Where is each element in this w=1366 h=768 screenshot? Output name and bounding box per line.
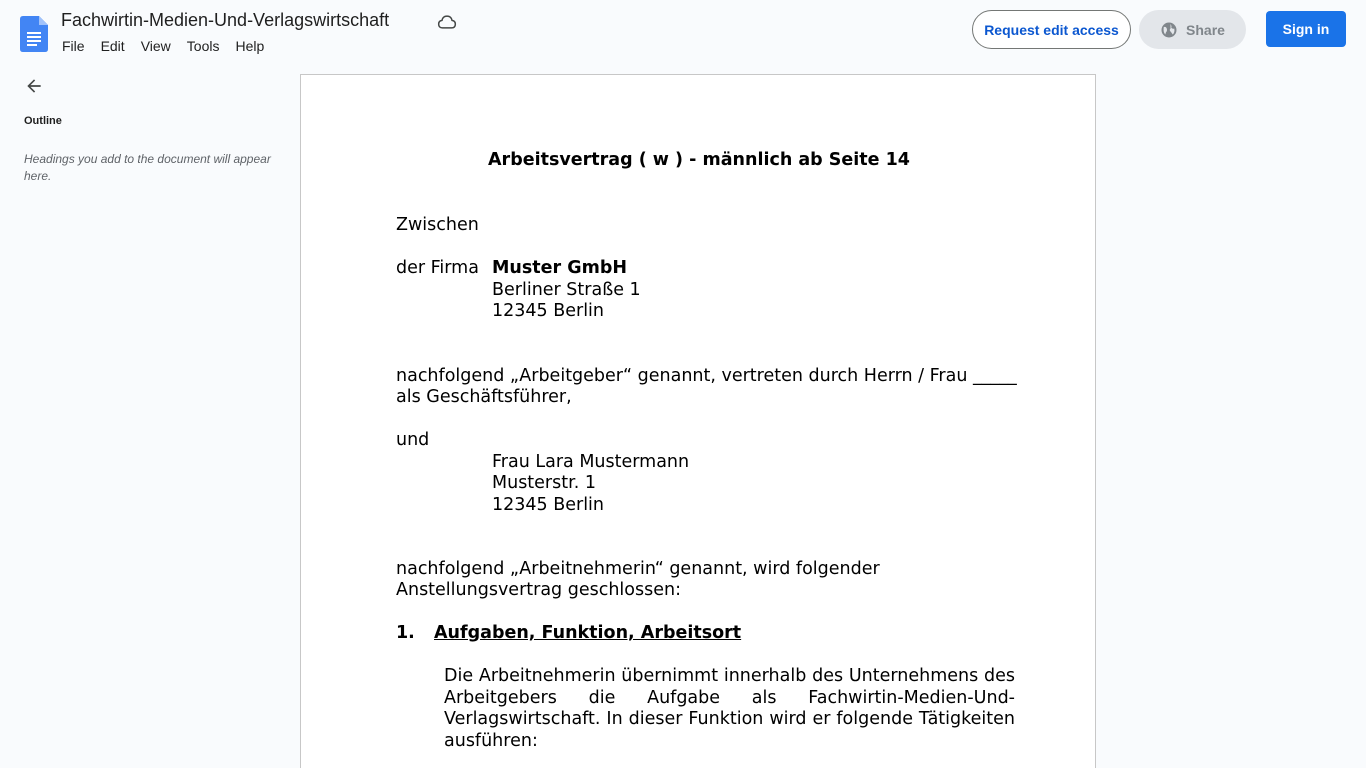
cloud-status-icon[interactable]	[437, 12, 457, 32]
text-arbeitgeber-line2: als Geschäftsführer,	[396, 387, 572, 407]
menu-bar	[54, 36, 272, 56]
company-name: Muster GmbH	[492, 258, 628, 278]
outline-empty-hint: Headings you add to the document will appear here.	[24, 152, 271, 183]
section-1-title: Aufgaben, Funktion, Arbeitsort	[434, 623, 742, 643]
text-zwischen: Zwischen	[396, 215, 479, 235]
text-arbeitgeber-line1: nachfolgend „Arbeitgeber“ genannt, vertreten durch Herrn / Frau _____	[396, 366, 1017, 386]
menu-help[interactable]: Help	[235, 38, 265, 54]
section-1-paragraph: Die Arbeitnehmerin übernimmt innerhalb des Unternehmens des Arbeitgebers die Aufgabe als Fachwirtin-Medien-Und-Verlagswirtschaft. In dieser Funktion wird er folgende Tätigkeiten ausführen:	[444, 666, 1015, 751]
document-page[interactable]	[300, 74, 1096, 768]
company-city: 12345 Berlin	[492, 301, 605, 321]
sign-in-button[interactable]: Sign in	[1266, 11, 1346, 47]
text-arbeitnehmer-line2: Anstellungsvertrag geschlossen:	[396, 580, 681, 600]
document-heading: Arbeitsvertrag ( w ) - männlich ab Seite 14	[488, 150, 910, 170]
menu-view[interactable]: View	[140, 38, 171, 54]
request-edit-access-button[interactable]: Request edit access	[972, 10, 1131, 49]
company-street: Berliner Straße 1	[492, 280, 641, 300]
menu-tools[interactable]: Tools	[186, 38, 220, 54]
menu-file[interactable]: File	[62, 38, 85, 54]
outline-title: Outline	[24, 115, 62, 127]
google-docs-icon[interactable]	[20, 16, 48, 52]
arrow-back-icon[interactable]	[24, 76, 44, 96]
text-arbeitnehmer-line1: nachfolgend „Arbeitnehmerin“ genannt, wird folgender	[396, 559, 880, 579]
document-title[interactable]: Fachwirtin-Medien-Und-Verlagswirtschaft	[61, 10, 390, 30]
share-button[interactable]	[1139, 10, 1246, 49]
employee-city: 12345 Berlin	[492, 495, 605, 515]
text-firma-label: der Firma	[396, 258, 479, 278]
globe-icon	[1160, 21, 1178, 39]
section-1-number: 1.	[396, 623, 415, 643]
menu-edit[interactable]: Edit	[100, 38, 125, 54]
employee-street: Musterstr. 1	[492, 473, 596, 493]
share-label: Share	[1186, 21, 1225, 38]
employee-name: Frau Lara Mustermann	[492, 452, 690, 472]
text-und: und	[396, 430, 430, 450]
app-header	[0, 0, 1366, 64]
